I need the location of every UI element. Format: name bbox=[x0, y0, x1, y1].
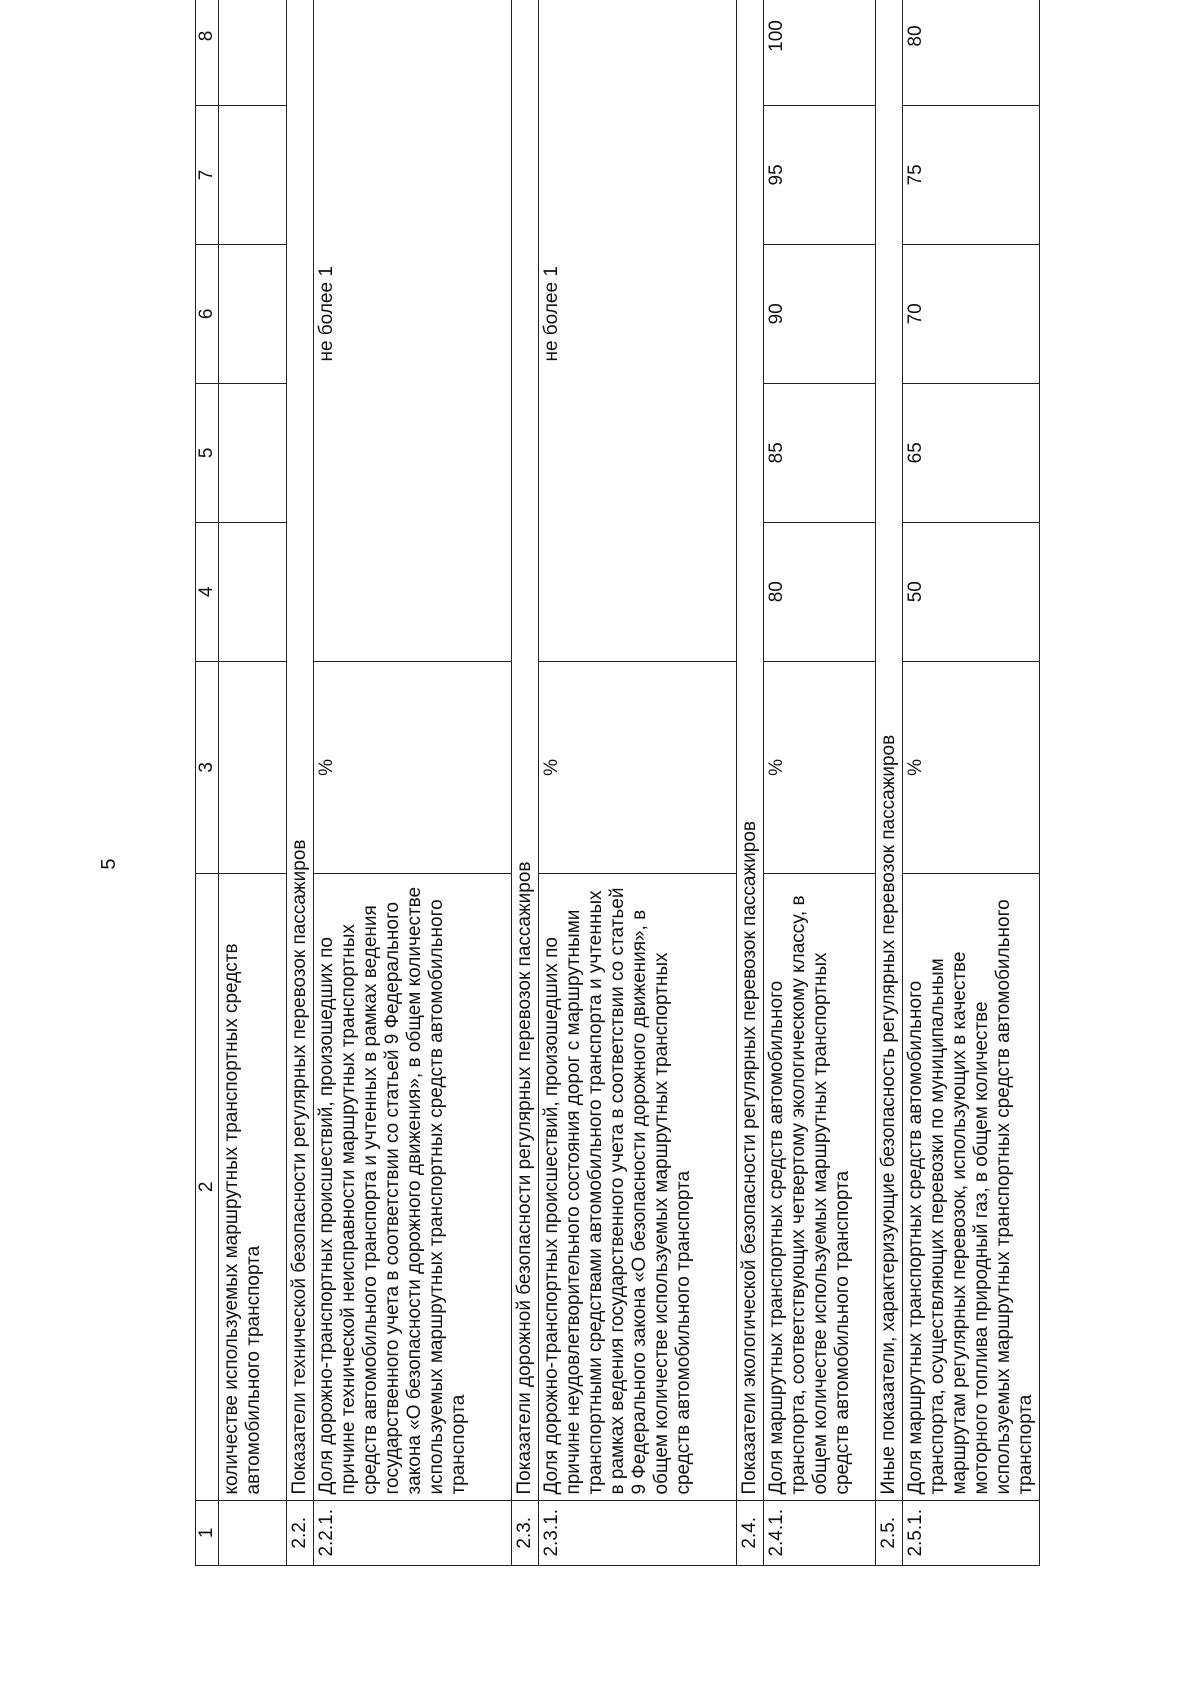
rotated-table-wrapper bbox=[195, 0, 1105, 1566]
merged-value: не более 1 bbox=[314, 0, 512, 661]
row-name: Доля маршрутных транспортных средств автомобильного транспорта, соответствующих четвертому экологическому классу, в общем количестве используемых маршрутных транспортных средств автомобильного транспорта bbox=[764, 874, 876, 1501]
section-title: Иные показатели, характеризующие безопасность регулярных перевозок пассажиров bbox=[876, 0, 903, 1500]
indicator-row bbox=[764, 0, 876, 1566]
unit-cell: % bbox=[539, 661, 737, 873]
header-row bbox=[196, 0, 219, 1566]
section-row bbox=[876, 0, 903, 1566]
value-cell: 75 bbox=[903, 105, 1040, 244]
value-cell: 50 bbox=[903, 522, 1040, 661]
unit-cell: % bbox=[764, 661, 876, 873]
section-title: Показатели экологической безопасности регулярных перевозок пассажиров bbox=[737, 0, 764, 1500]
row-num: 2.2.1. bbox=[314, 1500, 512, 1565]
row-name: Доля дорожно-транспортных происшествий, произошедших по причине технической неисправности маршрутных транспортных средств автомобильного транспорта и учтенных в рамках ведения государственного учета в соответствии со статьей 9 Федерального закона «О безопасности дорожного движения», в общем количестве используемых маршрутных транспортных средств автомобильного транспорта bbox=[314, 874, 512, 1501]
indicator-row bbox=[314, 0, 512, 1566]
indicator-row bbox=[539, 0, 737, 1566]
value-cell bbox=[219, 522, 287, 661]
header-col-7: 7 bbox=[196, 105, 219, 244]
row-num: 2.5.1. bbox=[903, 1500, 1040, 1565]
value-cell bbox=[219, 0, 287, 105]
section-title: Показатели дорожной безопасности регулярных перевозок пассажиров bbox=[512, 0, 539, 1500]
header-col-6: 6 bbox=[196, 244, 219, 383]
section-num: 2.4. bbox=[737, 1500, 764, 1565]
header-col-2: 2 bbox=[196, 874, 219, 1501]
row-name: Доля маршрутных транспортных средств автомобильного транспорта, осуществляющих перевозки по муниципальным маршрутам регулярных перевозок, использующих в качестве моторного топлива природный газ, в общем количестве используемых маршрутных транспортных средств автомобильного транспорта bbox=[903, 874, 1040, 1501]
section-num: 2.2. bbox=[287, 1500, 314, 1565]
value-cell: 90 bbox=[764, 244, 876, 383]
row-num bbox=[219, 1500, 287, 1565]
row-num: 2.3.1. bbox=[539, 1500, 737, 1565]
section-title: Показатели технической безопасности регулярных перевозок пассажиров bbox=[287, 0, 314, 1500]
value-cell bbox=[219, 383, 287, 522]
value-cell: 65 bbox=[903, 383, 1040, 522]
value-cell: 70 bbox=[903, 244, 1040, 383]
indicator-row bbox=[903, 0, 1040, 1566]
value-cell: 85 bbox=[764, 383, 876, 522]
value-cell: 95 bbox=[764, 105, 876, 244]
header-col-5: 5 bbox=[196, 383, 219, 522]
page-number: 5 bbox=[98, 858, 120, 870]
merged-value: не более 1 bbox=[539, 0, 737, 661]
row-name: Доля дорожно-транспортных происшествий, произошедших по причине неудовлетворительного состояния дорог с маршрутными транспортными средствами автомобильного транспорта и учтенных в рамках ведения государственного учета в соответствии со статьей 9 Федерального закона «О безопасности дорожного движения», в общем количестве используемых маршрутных транспортных средств автомобильного транспорта bbox=[539, 874, 737, 1501]
continuation-row bbox=[219, 0, 287, 1566]
section-num: 2.5. bbox=[876, 1500, 903, 1565]
section-row bbox=[737, 0, 764, 1566]
header-col-8: 8 bbox=[196, 0, 219, 105]
header-col-3: 3 bbox=[196, 661, 219, 873]
value-cell: 80 bbox=[764, 522, 876, 661]
header-col-1: 1 bbox=[196, 1500, 219, 1565]
section-row bbox=[512, 0, 539, 1566]
unit-cell: % bbox=[903, 661, 1040, 873]
header-col-4: 4 bbox=[196, 522, 219, 661]
unit-cell: % bbox=[314, 661, 512, 873]
row-num: 2.4.1. bbox=[764, 1500, 876, 1565]
value-cell: 100 bbox=[764, 0, 876, 105]
section-row bbox=[287, 0, 314, 1566]
value-cell bbox=[219, 244, 287, 383]
unit-cell bbox=[219, 661, 287, 873]
value-cell bbox=[219, 105, 287, 244]
value-cell: 80 bbox=[903, 0, 1040, 105]
continuation-text: количестве используемых маршрутных транспортных средств автомобильного транспорта bbox=[219, 874, 287, 1501]
section-num: 2.3. bbox=[512, 1500, 539, 1565]
indicators-table bbox=[195, 0, 1040, 1566]
